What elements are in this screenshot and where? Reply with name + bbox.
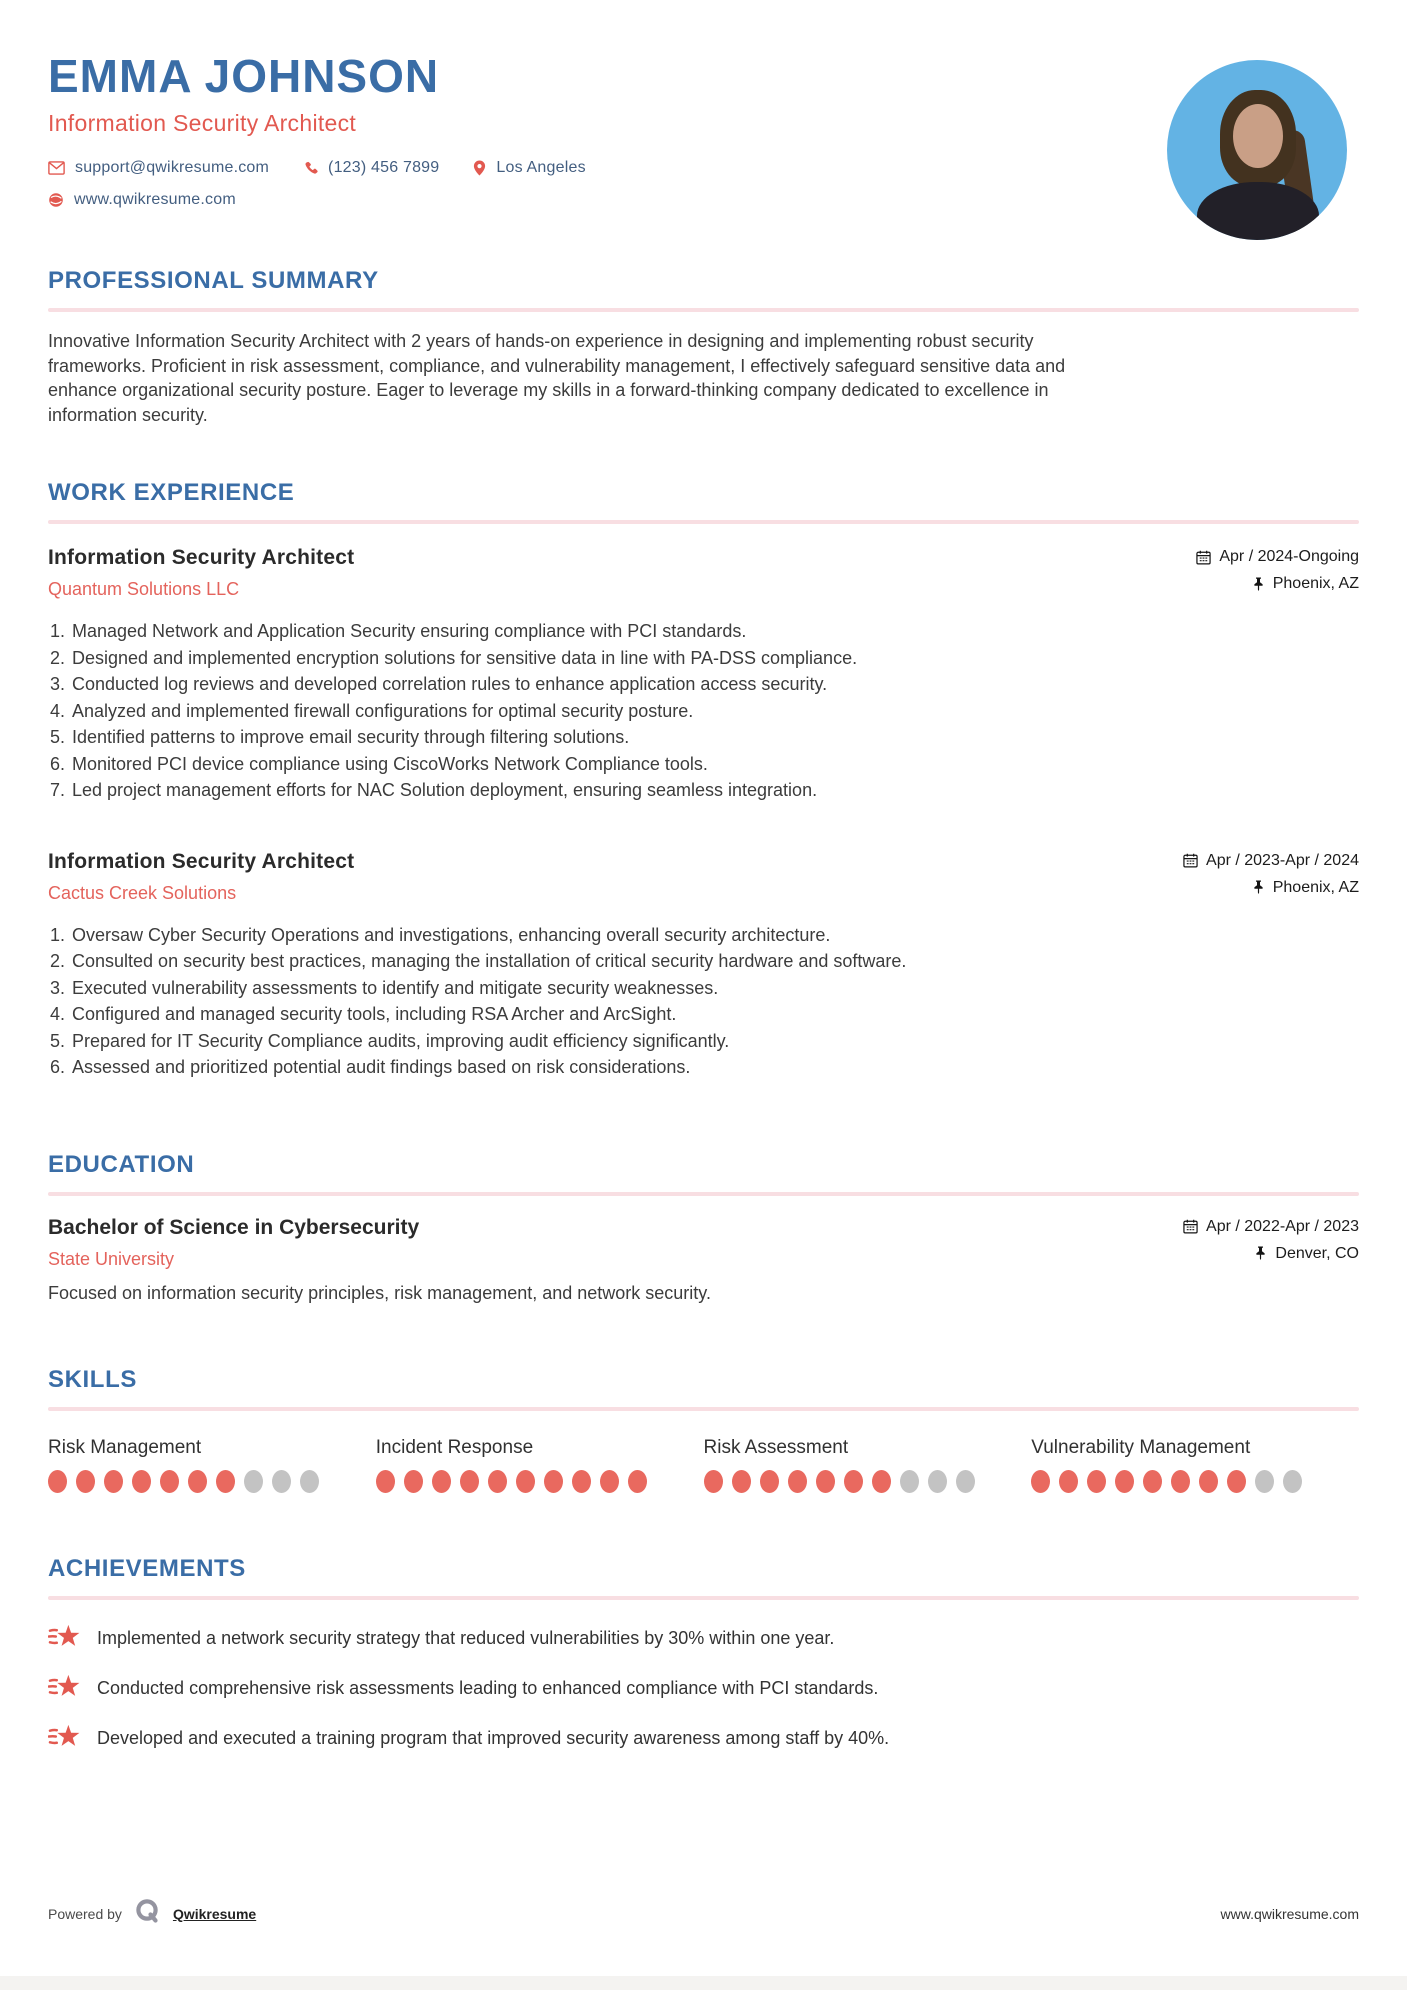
email-icon — [48, 161, 65, 175]
rating-dot-empty — [244, 1470, 263, 1493]
rating-dot-filled — [544, 1470, 563, 1493]
skill-name: Risk Assessment — [703, 1436, 849, 1458]
rating-dot-filled — [48, 1470, 67, 1493]
rating-dot-filled — [572, 1470, 591, 1493]
phone-icon — [303, 161, 318, 176]
rating-dot-filled — [1227, 1470, 1246, 1493]
calendar-icon — [1196, 550, 1211, 565]
rating-dot-filled — [432, 1470, 451, 1493]
job-location: Phoenix, AZ — [1272, 575, 1359, 592]
job-bullets — [70, 922, 1359, 1081]
degree-title: Bachelor of Science in Cybersecurity — [48, 1215, 420, 1239]
job-company: Cactus Creek Solutions — [48, 882, 237, 903]
work-heading: WORK EXPERIENCE — [48, 479, 295, 506]
rating-dot-empty — [1283, 1470, 1302, 1493]
job-meta — [1196, 546, 1359, 593]
contact-phone-text: (123) 456 7899 — [328, 159, 440, 176]
shooting-star-icon — [48, 1622, 81, 1656]
page-bottom-edge — [0, 1976, 1407, 1990]
job-bullet: 4. Configured and managed security tools, including RSA Archer and ArcSight. — [70, 1001, 1359, 1028]
rating-dot-filled — [1199, 1470, 1218, 1493]
rating-dot-filled — [1115, 1470, 1134, 1493]
section-achievements — [48, 1555, 1359, 1756]
rating-dot-filled — [1059, 1470, 1078, 1493]
achievement-text: Implemented a network security strategy that reduced vulnerabilities by 30% within one year. — [97, 1628, 835, 1648]
rating-dot-empty — [272, 1470, 291, 1493]
job-location: Phoenix, AZ — [1272, 878, 1359, 896]
section-divider — [48, 1596, 1359, 1600]
rating-dot-filled — [1171, 1470, 1190, 1493]
footer — [48, 1898, 1359, 1930]
achievement-text: Developed and executed a training program that improved security awareness among staff by 40%. — [97, 1728, 890, 1748]
achievements-list — [48, 1622, 1359, 1756]
rating-dot-empty — [300, 1470, 319, 1493]
rating-dot-filled — [1143, 1470, 1162, 1493]
skill-rating-dots — [1031, 1470, 1359, 1493]
profile-photo — [1167, 60, 1347, 240]
job-bullet: 4. Analyzed and implemented firewall configurations for optimal security posture. — [70, 698, 1359, 725]
avatar-face — [1233, 104, 1283, 168]
section-divider — [48, 520, 1359, 524]
powered-by-label: Powered by — [48, 1906, 122, 1922]
achievements-heading: ACHIEVEMENTS — [48, 1554, 246, 1582]
skill-name: Risk Management — [48, 1436, 202, 1458]
skills-heading: SKILLS — [48, 1365, 137, 1393]
pushpin-icon — [1254, 1246, 1267, 1261]
section-divider — [48, 1407, 1359, 1411]
rating-dot-filled — [376, 1470, 395, 1493]
rating-dot-filled — [628, 1470, 647, 1493]
section-professional-summary — [48, 267, 1359, 427]
contact-email-text: support@qwikresume.com — [75, 159, 270, 176]
rating-dot-filled — [788, 1470, 807, 1493]
pushpin-icon — [1252, 880, 1265, 895]
job-meta — [1183, 850, 1359, 897]
job-bullet: 5. Prepared for IT Security Compliance audits, improving audit efficiency significantly. — [70, 1028, 1359, 1055]
rating-dot-filled — [872, 1470, 891, 1493]
shooting-star-icon — [48, 1722, 81, 1756]
skill-rating-dots — [704, 1470, 1032, 1493]
job-dates: Apr / 2023-Apr / 2024 — [1206, 851, 1359, 869]
job-title: Information Security Architect — [48, 849, 355, 873]
section-divider — [48, 1192, 1359, 1196]
rating-dot-filled — [132, 1470, 151, 1493]
rating-dot-filled — [188, 1470, 207, 1493]
section-skills — [48, 1366, 1359, 1493]
section-work-experience — [48, 479, 1359, 1081]
rating-dot-filled — [460, 1470, 479, 1493]
job-bullet: 3. Conducted log reviews and developed correlation rules to enhance application access security. — [70, 671, 1359, 698]
achievement-item — [48, 1672, 1359, 1706]
header — [48, 50, 1359, 209]
rating-dot-filled — [600, 1470, 619, 1493]
job-bullet: 2. Designed and implemented encryption solutions for sensitive data in line with PA-DSS compliance. — [70, 645, 1359, 672]
qwikresume-logo-icon — [134, 1898, 161, 1930]
contact-location-text: Los Angeles — [496, 159, 586, 176]
globe-icon — [48, 192, 64, 208]
rating-dot-filled — [732, 1470, 751, 1493]
skill-rating-dots — [48, 1470, 376, 1493]
shooting-star-icon — [48, 1672, 81, 1706]
rating-dot-filled — [516, 1470, 535, 1493]
qwikresume-brand-link[interactable]: Qwikresume — [172, 1906, 257, 1922]
rating-dot-filled — [488, 1470, 507, 1493]
contact-row-1 — [48, 159, 1359, 177]
achievement-item — [48, 1622, 1359, 1656]
rating-dot-empty — [956, 1470, 975, 1493]
education-dates: Apr / 2022-Apr / 2023 — [1206, 1217, 1359, 1235]
section-education — [48, 1151, 1359, 1304]
contact-phone — [303, 159, 439, 177]
job-bullets — [70, 618, 1359, 804]
job-bullet: 6. Assessed and prioritized potential audit findings based on risk considerations. — [70, 1054, 1359, 1081]
summary-text: Innovative Information Security Architect with 2 years of hands-on experience in designing and implementing robust security frameworks. Proficient in risk assessment, compliance, and vulnerability management, I effectively safeguard sensitive data and enhance organizational security posture. Eager to leverage my skills in a forward-thinking company dedicated to excellence in information security. — [48, 331, 1066, 425]
education-description: Focused on information security principles, risk management, and network security. — [48, 1282, 711, 1303]
calendar-icon — [1183, 1219, 1198, 1234]
skill-item — [1031, 1437, 1359, 1493]
skill-item — [376, 1437, 704, 1493]
skill-name: Incident Response — [375, 1436, 534, 1458]
education-heading: EDUCATION — [48, 1150, 195, 1178]
contact-website-text: www.qwikresume.com — [74, 191, 236, 208]
summary-heading: PROFESSIONAL SUMMARY — [48, 267, 379, 294]
job-bullet: 6. Monitored PCI device compliance using CiscoWorks Network Compliance tools. — [70, 751, 1359, 778]
skill-item — [48, 1437, 376, 1493]
rating-dot-filled — [104, 1470, 123, 1493]
skills-grid — [48, 1437, 1359, 1493]
rating-dot-filled — [816, 1470, 835, 1493]
job-dates: Apr / 2024-Ongoing — [1219, 548, 1359, 565]
job-entry-1 — [48, 546, 1359, 804]
job-bullet: 3. Executed vulnerability assessments to identify and mitigate security weaknesses. — [70, 975, 1359, 1002]
job-bullet: 1. Oversaw Cyber Security Operations and investigations, enhancing overall security architecture. — [70, 922, 1359, 949]
rating-dot-filled — [216, 1470, 235, 1493]
rating-dot-filled — [844, 1470, 863, 1493]
pushpin-icon — [1252, 577, 1265, 592]
contact-website[interactable] — [48, 191, 236, 209]
school-name: State University — [48, 1248, 175, 1269]
calendar-icon — [1183, 853, 1198, 868]
rating-dot-filled — [404, 1470, 423, 1493]
footer-website-link[interactable]: www.qwikresume.com — [1220, 1906, 1359, 1922]
skill-rating-dots — [376, 1470, 704, 1493]
rating-dot-filled — [1087, 1470, 1106, 1493]
job-bullet: 1. Managed Network and Application Security ensuring compliance with PCI standards. — [70, 618, 1359, 645]
rating-dot-filled — [160, 1470, 179, 1493]
achievement-item — [48, 1722, 1359, 1756]
rating-dot-empty — [900, 1470, 919, 1493]
job-bullet: 5. Identified patterns to improve email security through filtering solutions. — [70, 724, 1359, 751]
contact-row-2 — [48, 191, 1359, 209]
job-title: Information Security Architect — [48, 546, 355, 569]
job-entry-2 — [48, 850, 1359, 1081]
person-title: Information Security Architect — [48, 110, 357, 136]
avatar-shoulders — [1197, 182, 1319, 240]
job-bullet: 7. Led project management efforts for NAC Solution deployment, ensuring seamless integration. — [70, 777, 1359, 804]
contact-location — [473, 159, 585, 177]
location-pin-icon — [473, 160, 486, 176]
person-name: EMMA JOHNSON — [48, 50, 440, 102]
contact-email[interactable] — [48, 159, 269, 177]
rating-dot-filled — [1031, 1470, 1050, 1493]
section-divider — [48, 308, 1359, 312]
rating-dot-filled — [76, 1470, 95, 1493]
job-bullet: 2. Consulted on security best practices, managing the installation of critical security hardware and software. — [70, 948, 1359, 975]
rating-dot-filled — [760, 1470, 779, 1493]
education-meta — [1183, 1216, 1359, 1263]
rating-dot-empty — [928, 1470, 947, 1493]
skill-item — [704, 1437, 1032, 1493]
rating-dot-filled — [704, 1470, 723, 1493]
job-company: Quantum Solutions LLC — [48, 579, 240, 599]
rating-dot-empty — [1255, 1470, 1274, 1493]
achievement-text: Conducted comprehensive risk assessments leading to enhanced compliance with PCI standards. — [97, 1678, 879, 1698]
education-location: Denver, CO — [1275, 1244, 1359, 1262]
skill-name: Vulnerability Management — [1031, 1436, 1251, 1458]
